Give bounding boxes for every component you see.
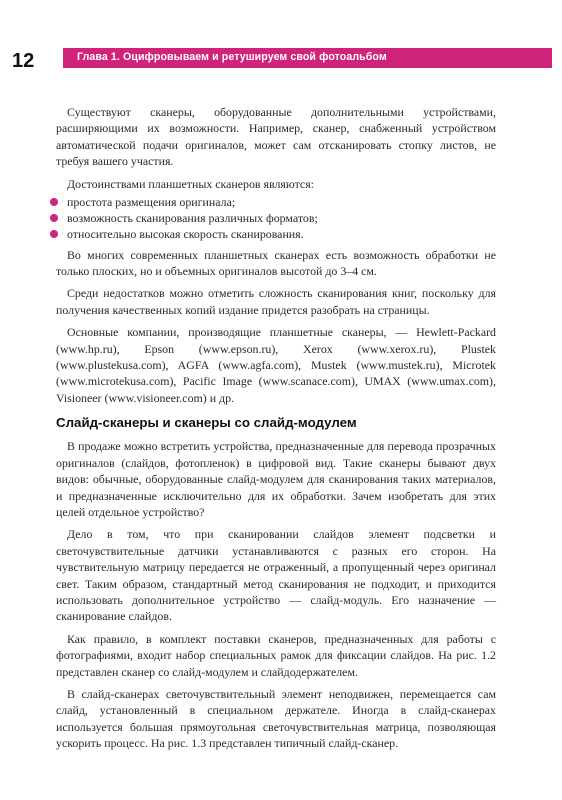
chapter-title: Глава 1. Оцифровываем и ретушируем свой фотоальбом — [77, 51, 387, 63]
paragraph: Как правило, в комплект поставки сканеров, предназначенных для работы с фотографиями, входит набор специальных рамок для фиксации слайдов. На рис. 1.2 представлен сканер со слайд-модулем и слайдодержателем. — [56, 631, 496, 679]
list-item-text: относительно высокая скорость сканирования. — [67, 227, 304, 242]
paragraph: Среди недостатков можно отметить сложность сканирования книг, поскольку для получения качественных копий издание придется разобрать на страницы. — [56, 286, 496, 317]
list-item — [56, 194, 496, 210]
list-item-text: возможность сканирования различных форматов; — [67, 211, 318, 226]
paragraph: В продаже можно встретить устройства, предназначенные для перевода прозрачных оригиналов (слайдов, фотопленок) в цифровой вид. Такие сканеры бывают двух видов: обычные, оборудованные слайд-модулем для сканирования таких материалов, и предназначенные исключительно для их обработки. Зачем изобретать для этих целей отдельное устройство? — [56, 439, 496, 519]
chapter-title-bar — [63, 48, 552, 68]
bullet-icon — [50, 214, 58, 222]
paragraph: Во многих современных планшетных сканерах есть возможность обработки не только плоских, но и объемных оригиналов высотой до 3–4 см. — [56, 247, 496, 279]
page-header — [0, 0, 562, 80]
page-number: 12 — [12, 50, 35, 72]
section-heading: Слайд-сканеры и сканеры со слайд-модулем — [56, 415, 357, 431]
paragraph: Основные компании, производящие планшетные сканеры, — Hewlett-Packard (www.hp.ru), Epson (www.epson.ru), Xerox (www.xerox.ru), Plustek (www.plustekusa.com), AGFA (www.agfa.com), Mustek (www.mustek.ru), Microtek (www.microtekusa.com), Pacific Image (www.scanace.com), UMAX (www.umax.com), Visioneer (www.visioneer.com) и др. — [56, 325, 496, 405]
list-item-text: простота размещения оригинала; — [67, 195, 236, 210]
list-item — [56, 226, 496, 242]
list-item — [56, 210, 496, 226]
page-body — [56, 104, 496, 758]
paragraph: Достоинствами планшетных сканеров являются: — [67, 176, 314, 191]
bullet-icon — [50, 230, 58, 238]
paragraph: Дело в том, что при сканировании слайдов элемент подсветки и светочувствительные датчики устанавливаются с разных его сторон. На чувствительную матрицу передается не отраженный, а пропущенный через оригинал свет. Таким образом, стандартный метод сканирования не подходит, и приходится использовать дополнительное устройство — слайд-модуль. Его назначение — сканирование слайдов. — [56, 527, 496, 624]
paragraph: В слайд-сканерах светочувствительный элемент неподвижен, перемещается сам слайд, установленный в специальном держателе. Иногда в слайд-сканерах используется большая прямоугольная светочувствительная матрица, позволяющая ускорить процесс. На рис. 1.3 представлен типичный слайд-сканер. — [56, 686, 496, 751]
advantages-list — [56, 194, 496, 243]
bullet-icon — [50, 198, 58, 206]
paragraph: Существуют сканеры, оборудованные дополнительными устройствами, расширяющими их возможности. Например, сканер, снабженный устройством автоматической подачи оригиналов, может сам отсканировать стопку листов, не требуя вашего участия. — [56, 105, 496, 169]
